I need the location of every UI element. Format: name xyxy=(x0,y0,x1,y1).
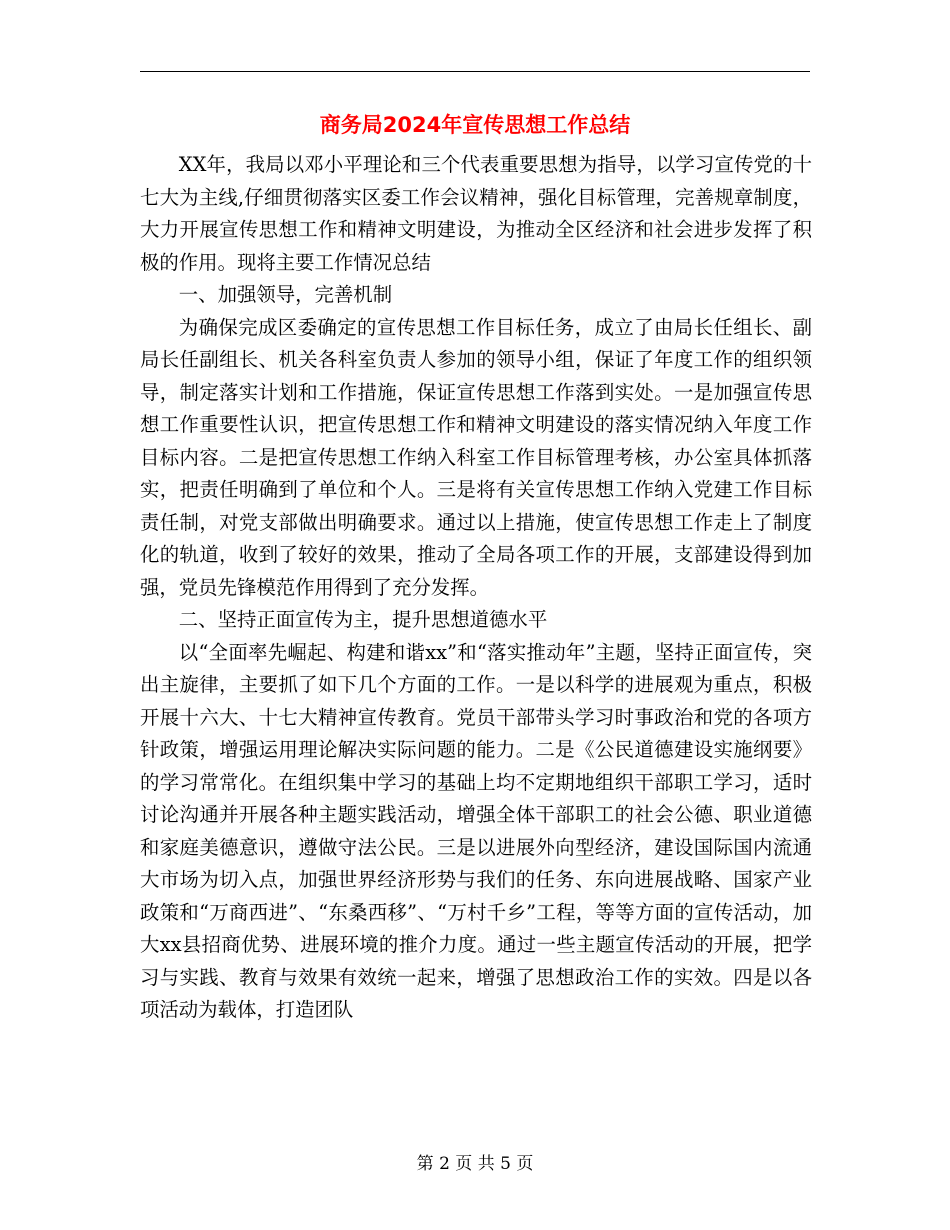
paragraph-section-1: 为确保完成区委确定的宣传思想工作目标任务，成立了由局长任组长、副局长任副组长、机关各科室负责人参加的领导小组，保证了年度工作的组织领导，制定落实计划和工作措施，保证宣传思想工作落到实处。一是加强宣传思想工作重要性认识，把宣传思想工作和精神文明建设的落实情况纳入年度工作目标内容。二是把宣传思想工作纳入科室工作目标管理考核，办公室具体抓落实，把责任明确到了单位和个人。三是将有关宣传思想工作纳入党建工作目标责任制，对党支部做出明确要求。通过以上措施，使宣传思想工作走上了制度化的轨道，收到了较好的效果，推动了全局各项工作的开展，支部建设得到加强，党员先锋模范作用得到了充分发挥。 xyxy=(140,315,812,599)
section-heading-2: 二、坚持正面宣传为主，提升思想道德水平 xyxy=(178,608,548,631)
page-number-footer: 第 2 页 共 5 页 xyxy=(416,1154,534,1174)
document-body xyxy=(140,149,812,1027)
header-rule xyxy=(140,71,810,72)
paragraph-intro: XX年，我局以邓小平理论和三个代表重要思想为指导，以学习宣传党的十七大为主线,仔细贯彻落实区委工作会议精神，强化目标管理，完善规章制度，大力开展宣传思想工作和精神文明建设，为推动全区经济和社会进步发挥了积极的作用。现将主要工作情况总结 xyxy=(140,153,812,274)
section-heading-1: 一、加强领导，完善机制 xyxy=(178,283,393,306)
document-title: 商务局2024年宣传思想工作总结 xyxy=(319,113,631,137)
paragraph-section-2: 以“全面率先崛起、构建和谐xx”和“落实推动年”主题，坚持正面宣传，突出主旋律，主要抓了如下几个方面的工作。一是以科学的进展观为重点，积极开展十六大、十七大精神宣传教育。党员干部带头学习时事政治和党的各项方针政策，增强运用理论解决实际问题的能力。二是《公民道德建设实施纲要》的学习常常化。在组织集中学习的基础上均不定期地组织干部职工学习，适时讨论沟通并开展各种主题实践活动，增强全体干部职工的社会公德、职业道德和家庭美德意识，遵做守法公民。三是以进展外向型经济，建设国际国内流通大市场为切入点，加强世界经济形势与我们的任务、东向进展战略、国家产业政策和“万商西进”、“东桑西移”、“万村千乡”工程，等等方面的宣传活动，加大xx县招商优势、进展环境的推介力度。通过一些主题宣传活动的开展，把学习与实践、教育与效果有效统一起来，增强了思想政治工作的实效。四是以各项活动为载体，打造团队 xyxy=(140,640,812,1021)
